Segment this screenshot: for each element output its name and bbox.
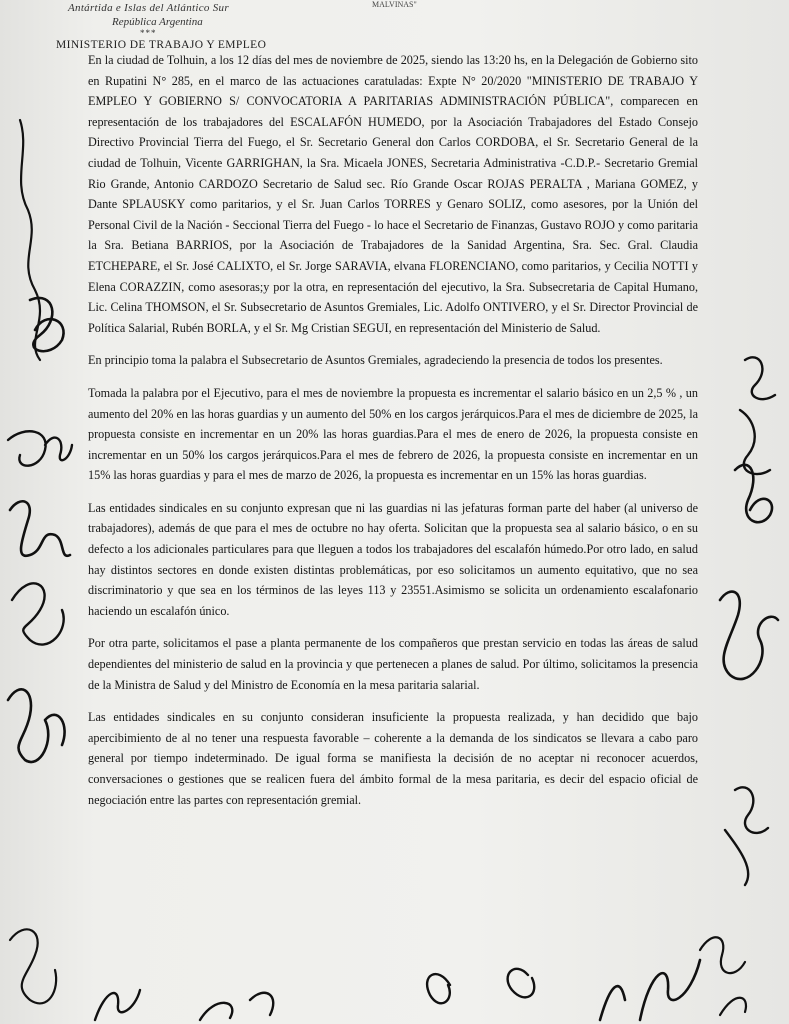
- header-country: República Argentina: [112, 16, 203, 28]
- document-body: [88, 50, 698, 810]
- signature-right-2: [735, 465, 772, 522]
- paragraph-requests: Por otra parte, solicitamos el pase a planta permanente de los compañeros que prestan servicio en todas las áreas de salud dependientes del ministerio de salud en la provincia y que pertenecen a planes de salud. Por último, solicitamos la presencia de la Ministra de Salud y del Ministro de Economía en la mesa paritaria salarial.: [88, 636, 698, 692]
- signature-bottom-5: [720, 998, 746, 1015]
- signature-bottom-2: [200, 993, 273, 1020]
- signature-right-4: [725, 787, 768, 885]
- signature-left-7: [10, 929, 56, 1003]
- signature-bottom-1: [95, 990, 140, 1020]
- paragraph-strike-notice: Las entidades sindicales en su conjunto consideran insuficiente la propuesta realizada, y han decidido que bajo apercibimiento de al no tener una respuesta favorable – coherente a la demanda de los sindicatos se llevara a cabo paro general por tiempo indeterminado. De igual forma se manifiesta la decisión de no aceptar ni reconocer acuerdos, conversaciones o gestiones que se realicen fuera del ámbito formal de la mesa paritaria, es decir del espacio oficial de negociación entre las partes con representación gremial.: [88, 710, 698, 807]
- signature-left-6: [8, 689, 65, 762]
- signature-right-1: [740, 357, 775, 474]
- header-province: Antártida e Islas del Atlántico Sur: [68, 2, 229, 14]
- paragraph-proposal: Tomada la palabra por el Ejecutivo, para el mes de noviembre la propuesta es incrementar el salario básico en un 2,5 % , un aumento del 20% en las horas guardias y un aumento del 50% en los cargos jerárquicos.Para el mes de diciembre de 2025, la propuesta consiste en incrementar en un 20% las horas guardias.Para el mes de enero de 2026, la propuesta consiste en incrementar en un 50% los cargos jerárquicos.Para el mes de febrero de 2026, la propuesta consiste en incrementar en un 15% las horas guardias y para el mes de marzo de 2026, la propuesta es incrementar en un 15% las horas guardias.: [88, 385, 698, 483]
- paragraph-unions-response: Las entidades sindicales en su conjunto expresan que ni las guardias ni las jefaturas forman parte del haber (al universo de trabajadores), además de que para el mes de octubre no hay oferta. Solicitan que la propuesta sea al salario básico, o en su defecto a los adicionales particulares para que lleguen a todos los trabajadores del escalafón húmedo.Por otro lado, en salud hay distintos sectores en donde existen distintas problemáticas, por eso solicitamos un aumento equitativo, que no sea discriminatorio y que sea en los términos de las leyes 113 y 23551.Asimismo se solicita un ordenamiento escalafonario haciendo un escalafón único.: [88, 500, 698, 618]
- signature-bottom-3: [427, 969, 534, 1004]
- signature-right-3: [720, 592, 778, 679]
- signature-left-4: [10, 501, 70, 556]
- paragraph-parties: En la ciudad de Tolhuin, a los 12 días del mes de noviembre de 2025, siendo las 13:20 hs, en la Delegación de Gobierno sito en Rupatini N° 285, en el marco de las actuaciones caratuladas: Expte N° 20/2020 "MINISTERIO DE TRABAJO Y EMPLEO Y GOBIERNO S/ CONVOCATORIA A PARITARIAS ADMINISTRACIÓN PÚBLICA", comparecen en representación de los trabajadores del ESCALAFÓN HUMEDO, por la Asociación Trabajadores del Estado Consejo Directivo Provincial Tierra del Fuego, el Sr. Secretario General don Carlos CORDOBA, el Sr. Secretario General de la ciudad de Tolhuin, Vicente GARRIGHAN, la Sra. Micaela JONES, Secretaria Administrativa -C.D.P.- Secretario Gremial Rio Grande, Antonio CARDOZO Secretario de Salud sec. Río Grande Oscar ROJAS PERALTA , Mariana GOMEZ, y Dante SPLAUSKY como paritarios, y el Sr. Juan Carlos TORRES y Genaro SOLIZ, como asesores, por la Unión del Personal Civil de la Nación - Seccional Tierra del Fuego - lo hace el Secretario de Finanzas, Gustavo ROJO y como paritaria la Sra. Betiana BARRIOS, por la Asociación de Trabajadores de la Sanidad Argentina, Sra. Sec. Gral. Claudia ETCHEPARE, el Sr. José CALIXTO, el Sr. Jorge SARAVIA, elvana FLORENCIANO, como paritarios, y Cecilia NOTTI y Elena CORAZZIN, como asesoras;y por la otra, en representación del ejecutivo, la Sra. Subsecretaria de Capital Humano, Lic. Celina THOMSON, el Sr. Subsecretario de Asuntos Gremiales, Lic. Adolfo ONTIVERO, y el Sr. Director Provincial de Política Salarial, Rubén BORLA, y el Sr. Mg Cristian SEGUI, en representación del Ministerio de Salud.: [88, 53, 698, 335]
- ministry-title: MINISTERIO DE TRABAJO Y EMPLEO: [56, 39, 267, 51]
- signature-left-2: [30, 298, 64, 351]
- header-stars: ***: [140, 28, 157, 38]
- signature-right-5: [700, 937, 745, 973]
- signature-bottom-4: [600, 960, 700, 1020]
- header-right-fragment: MALVINAS": [372, 0, 417, 9]
- signature-left-3: [8, 431, 72, 465]
- signature-left-5: [12, 583, 64, 644]
- paragraph-opening: En principio toma la palabra el Subsecretario de Asuntos Gremiales, agradeciendo la presencia de todos los presentes.: [88, 353, 663, 368]
- signature-left-1: [20, 120, 40, 360]
